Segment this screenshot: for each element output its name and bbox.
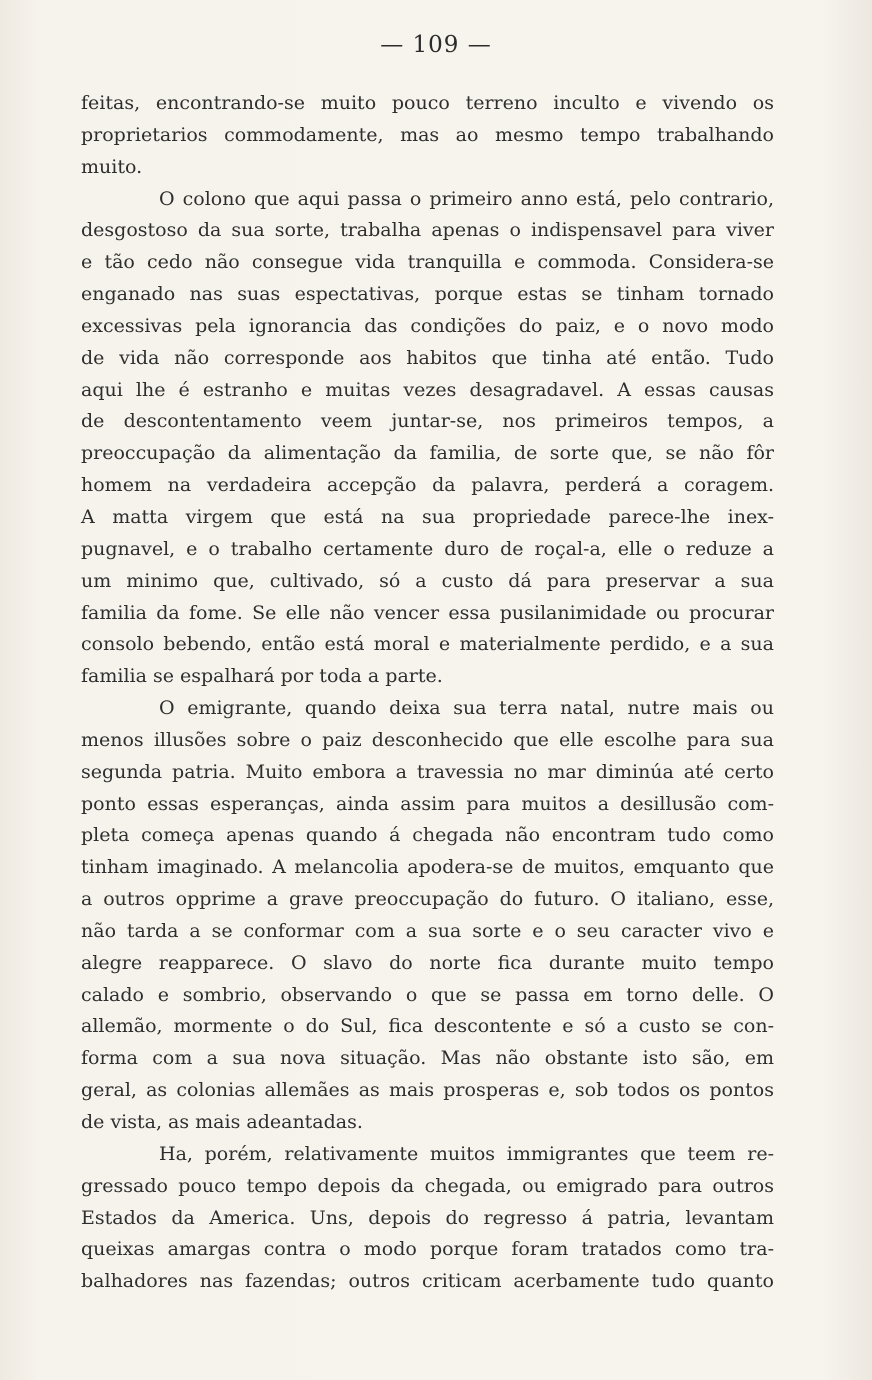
- text-line: alegre reapparece. O slavo do norte fica durante muito tempo: [81, 951, 774, 974]
- text-line: desgostoso da sua sorte, trabalha apenas o indispensavel para viver: [81, 219, 774, 242]
- body-text: [81, 88, 774, 1298]
- text-line: muito.: [81, 155, 143, 178]
- text-line: gressado pouco tempo depois da chegada, ou emigrado para outros: [81, 1174, 774, 1197]
- page-number: — 109 —: [380, 32, 492, 58]
- text-line: calado e sombrio, observando o que se passa em torno delle. O: [81, 983, 774, 1006]
- text-line: O colono que aqui passa o primeiro anno está, pelo contrario,: [159, 187, 774, 210]
- text-line: queixas amargas contra o modo porque foram tratados como tra-: [81, 1238, 774, 1261]
- text-line: geral, as colonias allemães as mais prosperas e, sob todos os pontos: [81, 1079, 774, 1102]
- text-line: menos illusões sobre o paiz desconhecido que elle escolhe para sua: [81, 728, 774, 751]
- text-line: homem na verdadeira accepção da palavra, perderá a coragem.: [81, 474, 774, 497]
- text-line: ponto essas esperanças, ainda assim para muitos a desillusão com-: [81, 792, 774, 815]
- text-line: Ha, porém, relativamente muitos immigrantes que teem re-: [159, 1142, 774, 1165]
- text-line: familia se espalhará por toda a parte.: [81, 665, 443, 688]
- text-line: excessivas pela ignorancia das condições do paiz, e o novo modo: [81, 314, 774, 337]
- text-line: aqui lhe é estranho e muitas vezes desagradavel. A essas causas: [81, 378, 774, 401]
- text-line: tinham imaginado. A melancolia apodera-se de muitos, emquanto que: [81, 856, 774, 879]
- text-line: A matta virgem que está na sua propriedade parece-lhe inex-: [81, 505, 774, 528]
- text-line: Estados da America. Uns, depois do regresso á patria, levantam: [81, 1206, 774, 1229]
- text-line: balhadores nas fazendas; outros criticam acerbamente tudo quanto: [81, 1270, 774, 1293]
- text-line: preoccupação da alimentação da familia, de sorte que, se não fôr: [81, 442, 774, 465]
- text-line: pugnavel, e o trabalho certamente duro de roçal-a, elle o reduze a: [81, 537, 774, 560]
- text-line: de vista, as mais adeantadas.: [81, 1111, 363, 1133]
- text-line: enganado nas suas espectativas, porque estas se tinham tornado: [81, 283, 774, 306]
- text-line: allemão, mormente o do Sul, fica descontente e só a custo se con-: [81, 1015, 774, 1038]
- text-line: proprietarios commodamente, mas ao mesmo tempo trabalhando: [81, 123, 774, 146]
- text-line: de descontentamento veem juntar-se, nos primeiros tempos, a: [81, 410, 774, 433]
- text-line: um minimo que, cultivado, só a custo dá para preservar a sua: [81, 569, 774, 592]
- text-line: a outros opprime a grave preoccupação do futuro. O italiano, esse,: [81, 888, 774, 911]
- text-line: e tão cedo não consegue vida tranquilla e commoda. Considera-se: [81, 251, 774, 274]
- text-line: feitas, encontrando-se muito pouco terreno inculto e vivendo os: [81, 92, 774, 114]
- text-line: pleta começa apenas quando á chegada não encontram tudo como: [81, 824, 774, 847]
- text-line: de vida não corresponde aos habitos que tinha até então. Tudo: [81, 346, 774, 369]
- text-line: consolo bebendo, então está moral e materialmente perdido, e a sua: [81, 633, 774, 656]
- text-line: familia da fome. Se elle não vencer essa pusilanimidade ou procurar: [81, 601, 774, 624]
- text-line: O emigrante, quando deixa sua terra natal, nutre mais ou: [159, 697, 774, 720]
- text-line: forma com a sua nova situação. Mas não obstante isto são, em: [81, 1047, 774, 1070]
- text-line: segunda patria. Muito embora a travessia no mar diminúa até certo: [81, 760, 774, 783]
- text-line: não tarda a se conformar com a sua sorte e o seu caracter vivo e: [81, 919, 774, 942]
